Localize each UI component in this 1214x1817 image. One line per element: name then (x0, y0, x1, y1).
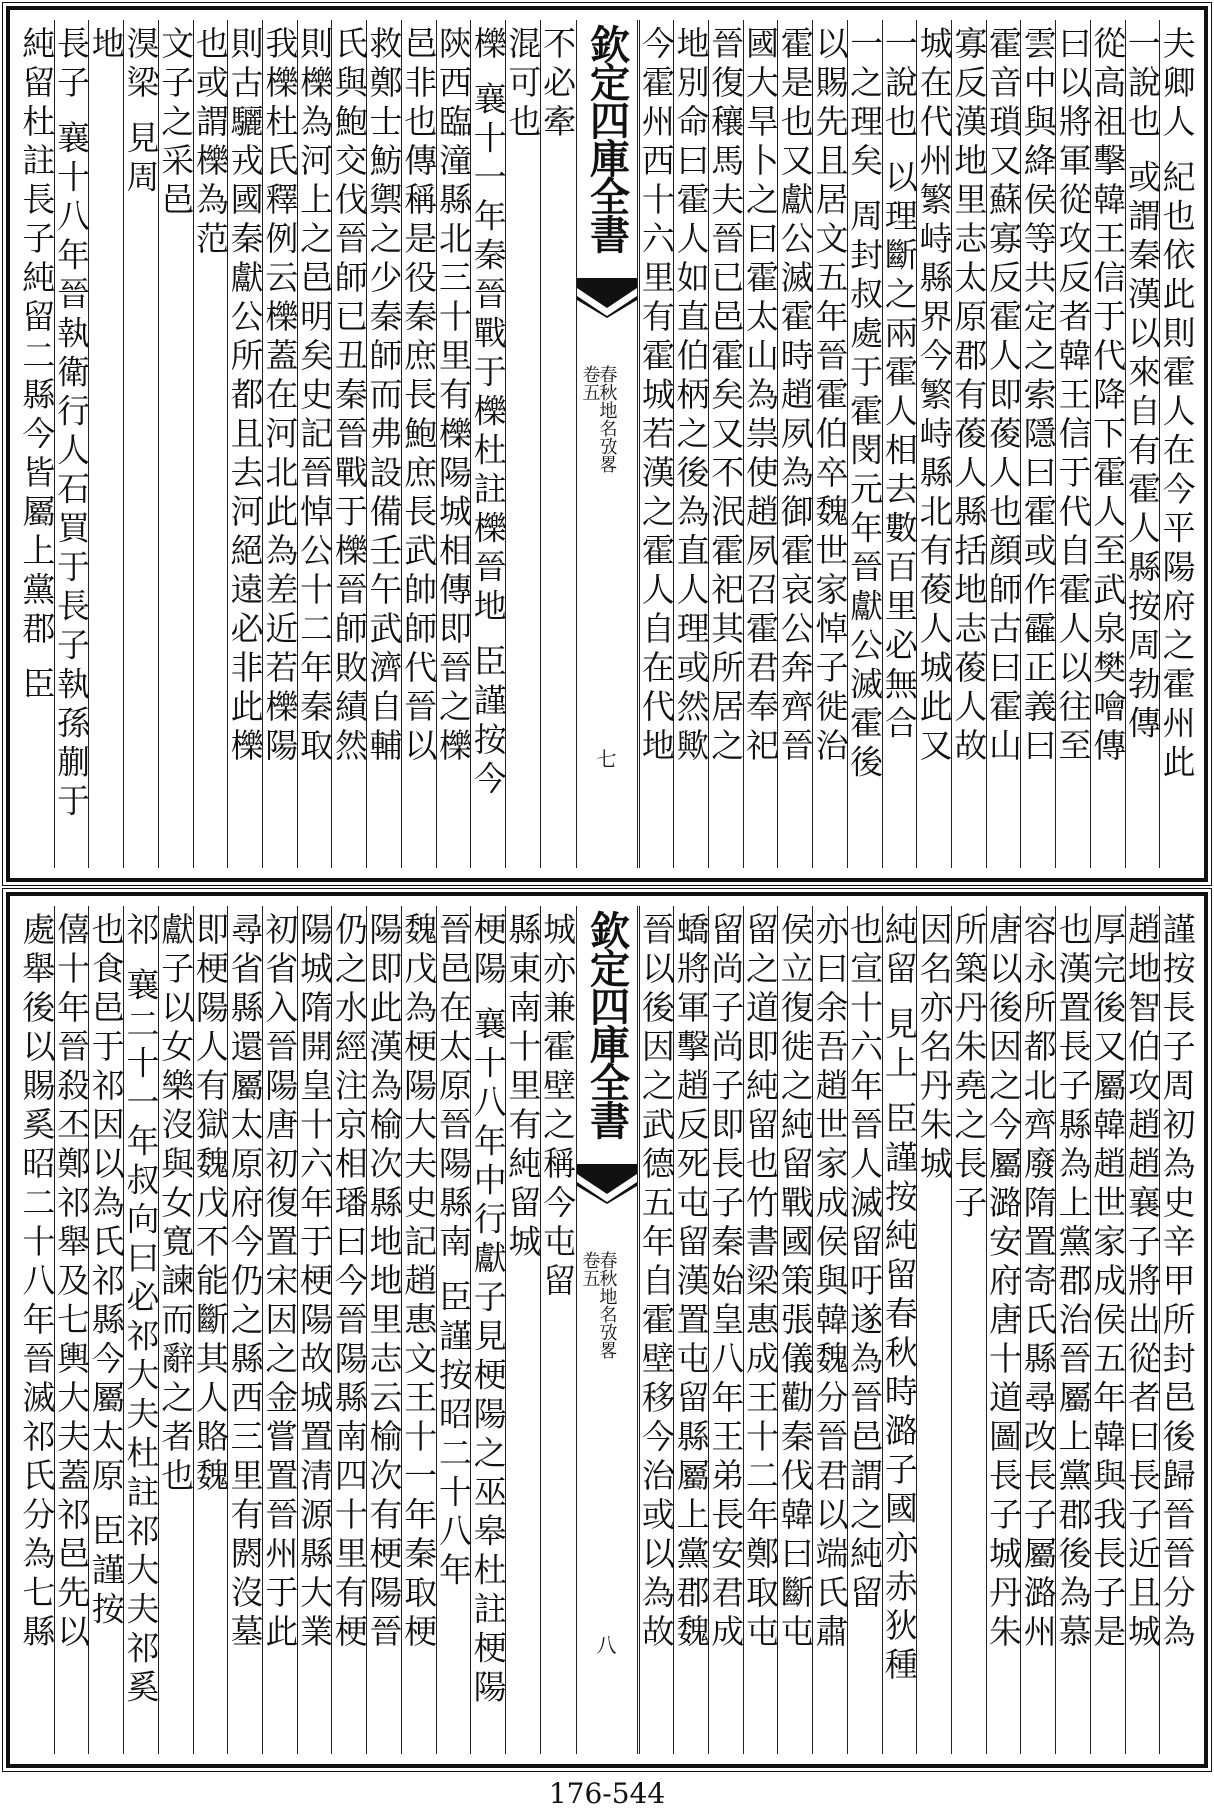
lower-page (6, 892, 1208, 1768)
volume-label: 卷五 (579, 365, 601, 401)
text-column: 唐以後因之今屬潞安府唐十道圖長子城丹朱 (986, 906, 1021, 1754)
section-title: 春秋地名攷畧 (596, 365, 618, 473)
text-column: 也宣十六年晉人滅留吁遂為晉邑謂之純留 (847, 906, 882, 1754)
text-column: 以賜先且居文五年晉霍伯卒魏世家悼子徙治 (812, 20, 847, 868)
text-column: 僖十年晉殺丕鄭祁舉及七輿大夫蓋祁邑先以 (54, 906, 89, 1754)
text-column: 晉以後因之武德五年自霍壁移今治或以為故 (639, 906, 674, 1754)
page-number: 七 (596, 747, 617, 771)
text-column: 寡反漢地里志太原郡有葰人縣括地志葰人故 (951, 20, 986, 868)
text-column: 陽城隋開皇十六年于梗陽故城置清源縣大業 (297, 906, 332, 1754)
text-column: 國大旱卜之曰霍太山為祟使趙夙召霍君奉祀 (743, 20, 778, 868)
text-column: 晉復穰馬夫晉已邑霍矣又不泯霍祀其所居之 (708, 20, 743, 868)
text-column: 所築丹朱堯之長子 (951, 906, 986, 1754)
fish-tail-mark-icon (577, 1164, 637, 1204)
text-column: 一說也 或謂秦漢以來自有霍人縣按周勃傳 (1125, 20, 1160, 868)
center-fold (576, 20, 638, 868)
text-column: 救鄭士魴禦之少秦師而弗設備壬午武濟自輔 (366, 20, 401, 868)
text-column: 獻子以女樂沒與女寬諫而辭之者也 (158, 906, 193, 1754)
volume-label: 卷五 (579, 1251, 601, 1287)
text-column: 城在代州繁峙縣界今繁峙縣北有葰人城此又 (916, 20, 951, 868)
text-column: 長子 襄十八年晉執衛行人石買于長子執孫蒯于 (54, 20, 89, 868)
text-column: 趙地智伯攻趙趙襄子將出從者曰長子近且城 (1125, 906, 1160, 1754)
text-column: 地 (88, 20, 123, 868)
text-column: 陝西臨潼縣北三十里有櫟陽城相傳即晉之櫟 (436, 20, 471, 868)
text-column: 也食邑于祁因以為氏祁縣今屬太原 臣謹按 (88, 906, 123, 1754)
text-column: 尋省縣還屬太原府今仍之縣西三里有閼沒墓 (227, 906, 262, 1754)
text-column: 侯立復徙之純留戰國策張儀勸秦伐韓曰斷屯 (777, 906, 812, 1754)
text-column: 文子之采邑 (158, 20, 193, 868)
text-column: 氏與鮑交伐晉師已丑秦晉戰于櫟晉師敗績然 (331, 20, 366, 868)
upper-page (6, 6, 1208, 882)
text-column: 從高祖擊韓王信于代降下霍人至武泉樊噲傳 (1090, 20, 1125, 868)
text-column: 仍之水經注京相璠曰今晉陽縣南四十里有梗 (331, 906, 366, 1754)
text-column: 魏戊為梗陽大夫史記趙惠文王十一年秦取梗 (401, 906, 436, 1754)
text-column: 厚完後又屬韓趙世家成侯五年韓與我長子是 (1090, 906, 1125, 1754)
text-column: 櫟 襄十一年秦晉戰于櫟杜註櫟晉地 臣謹按今 (470, 20, 505, 868)
text-column: 曰以將軍從攻反者韓王信于代自霍人以往至 (1055, 20, 1090, 868)
text-column: 縣東南十里有純留城 (505, 906, 540, 1754)
lower-columns (17, 906, 1197, 1754)
text-column: 純留 見上 臣謹按純留春秋時潞子國亦赤狄種 (882, 906, 917, 1754)
text-column: 祁 襄二十一年叔向曰必祁大夫杜註祁大夫祁奚 (123, 906, 158, 1754)
text-column: 留尚子尚子即長子秦始皇八年王弟長安君成 (708, 906, 743, 1754)
text-column: 處舉後以賜奚昭二十八年晉滅祁氏分為七縣 (17, 912, 57, 1653)
page-number: 八 (596, 1633, 617, 1657)
text-column: 純留杜註長子純留二縣今皆屬上黨郡 臣 (17, 26, 57, 706)
text-column: 夫卿人 紀也依此則霍人在今平陽府之霍州此 (1159, 20, 1194, 868)
text-column: 也或謂櫟為范 (193, 20, 228, 868)
text-column: 今霍州西十六里有霍城若漢之霍人自在代地 (639, 20, 674, 868)
text-column: 則櫟為河上之邑明矣史記晉悼公十二年秦取 (297, 20, 332, 868)
text-column: 晉邑在太原晉陽縣南 臣謹按昭二十八年 (436, 906, 471, 1754)
text-column: 一說也 以理斷之兩霍人相去數百里必無合 (882, 20, 917, 868)
text-column: 初省入晉陽唐初復置宋因之金嘗置晉州于此 (262, 906, 297, 1754)
upper-columns (17, 20, 1197, 868)
text-column: 混可也 (505, 20, 540, 868)
text-column: 城亦兼霍壁之稱今屯留 (540, 906, 575, 1754)
text-column: 也漢置長子縣為上黨郡治晉屬上黨郡後為慕 (1055, 906, 1090, 1754)
text-column: 我櫟杜氏釋例云櫟蓋在河北此為差近若櫟陽 (262, 20, 297, 868)
text-column: 梗陽 襄十八年中行獻子見梗陽之巫皋杜註梗陽 (470, 906, 505, 1754)
text-column: 留之道即純留也竹書梁惠成王十二年鄭取屯 (743, 906, 778, 1754)
text-column: 蟜將軍擊趙反死屯留漢置屯留縣屬上黨郡魏 (673, 906, 708, 1754)
text-column: 雲中與絳侯等共定之索隱曰霍或作靃正義曰 (1020, 20, 1055, 868)
section-title: 春秋地名攷畧 (596, 1251, 618, 1359)
center-fold (576, 906, 638, 1754)
text-column: 一之理矣 周封叔處于霍閔元年晉獻公滅霍後 (847, 20, 882, 868)
page-footer-number: 176-544 (548, 1777, 666, 1810)
text-column: 因名亦名丹朱城 (916, 906, 951, 1754)
text-column: 陽即此漢為榆次縣地地里志云榆次有梗陽晉 (366, 906, 401, 1754)
text-column: 邑非也傳稱是役秦庶長鮑庶長武帥師代晉以 (401, 20, 436, 868)
book-title: 欽定四庫全書 (583, 910, 631, 1138)
text-column: 則古驪戎國秦獻公所都且去河絕遠必非此櫟 (227, 20, 262, 868)
text-column: 湨梁 見周 (123, 20, 158, 868)
text-column: 不必牽 (540, 20, 575, 868)
fish-tail-mark-icon (577, 278, 637, 318)
text-column: 地別命曰霍人如直伯柄之後為直人理或然歟 (673, 20, 708, 868)
text-column: 謹按長子周初為史辛甲所封邑後歸晉晉分為 (1159, 906, 1194, 1754)
text-column: 容永所都北齊廢隋置寄氏縣尋改長子屬潞州 (1020, 906, 1055, 1754)
text-column: 霍音瑣又蘇寡反霍人即葰人也顔師古曰霍山 (986, 20, 1021, 868)
text-column: 霍是也又獻公滅霍時趙夙為御霍哀公奔齊晉 (777, 20, 812, 868)
text-column: 即梗陽人有獄魏戊不能斷其人賂魏 (193, 906, 228, 1754)
text-column: 亦曰余吾趙世家成侯與韓魏分晉君以端氏肅 (812, 906, 847, 1754)
book-title: 欽定四庫全書 (583, 24, 631, 252)
